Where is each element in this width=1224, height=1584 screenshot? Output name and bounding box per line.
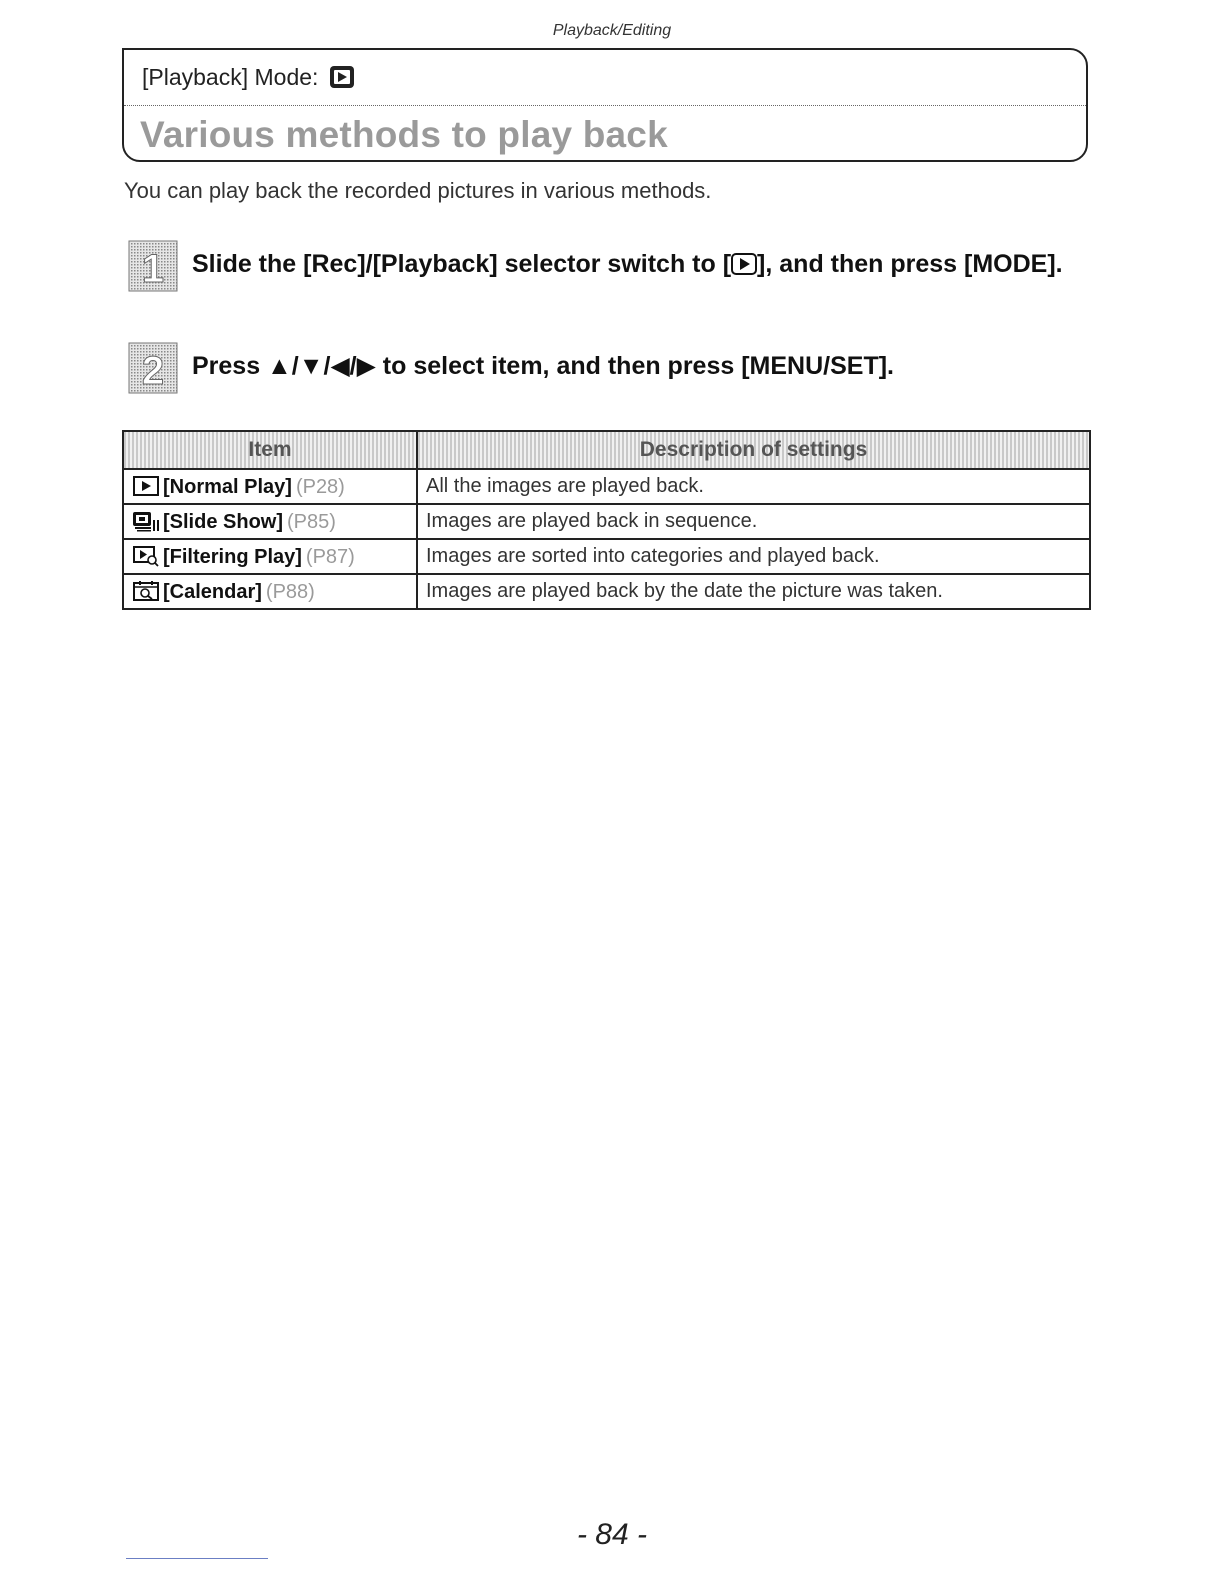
step-2-badge-icon: [128, 342, 178, 394]
filtering-play-icon: [132, 545, 160, 567]
page-reference: (P85): [287, 510, 336, 533]
description-cell: Images are played back by the date the picture was taken.: [417, 574, 1090, 609]
settings-table: [122, 430, 1091, 610]
mode-line: [124, 50, 1086, 106]
header-description: Description of settings: [417, 431, 1090, 469]
page-reference: (P28): [295, 475, 345, 498]
item-cell: [123, 574, 417, 609]
intro-text: You can play back the recorded pictures in various methods.: [124, 178, 712, 203]
item-label: [Filtering Play]: [163, 545, 302, 568]
page-reference: (P88): [265, 580, 315, 603]
header-item: Item: [123, 431, 417, 469]
svg-text:2: 2: [141, 349, 165, 393]
playback-mode-icon: [329, 65, 355, 89]
step-1-badge-icon: [128, 240, 178, 292]
step-1: [128, 240, 1078, 310]
item-cell: [123, 469, 417, 504]
calendar-icon: [132, 580, 160, 602]
description-cell: Images are sorted into categories and played back.: [417, 539, 1090, 574]
step-2: [128, 342, 1078, 396]
running-head: Playback/Editing: [552, 22, 672, 39]
item-label: [Slide Show]: [163, 510, 283, 533]
item-label: [Normal Play]: [163, 475, 292, 498]
normal-play-icon: [132, 475, 160, 497]
page-title: Various methods to play back: [140, 114, 668, 155]
playback-icon: [731, 253, 757, 275]
description-cell: Images are played back in sequence.: [417, 504, 1090, 539]
page-number: - 84 -: [576, 1518, 648, 1551]
page-reference: (P87): [305, 545, 355, 568]
item-cell: [123, 539, 417, 574]
slide-show-icon: [132, 510, 160, 532]
table-row: [123, 469, 1090, 504]
table-row: [123, 539, 1090, 574]
mode-label: [Playback] Mode:: [142, 64, 319, 90]
item-cell: [123, 504, 417, 539]
item-label: [Calendar]: [163, 580, 262, 603]
svg-text:1: 1: [141, 247, 165, 291]
step-1-text-after: ], and then press [MODE].: [757, 250, 1063, 278]
section-header: [122, 48, 1088, 162]
table-row: [123, 504, 1090, 539]
footer-rule: [126, 1558, 268, 1559]
step-2-text: Press ▲/▼/◀/▶ to select item, and then press [MENU/SET].: [192, 352, 894, 380]
table-row: [123, 574, 1090, 609]
step-1-text: [192, 248, 1072, 280]
step-1-text-before: Slide the [Rec]/[Playback] selector switch to [: [192, 250, 732, 278]
description-cell: All the images are played back.: [417, 469, 1090, 504]
table-header-row: [123, 431, 1090, 469]
